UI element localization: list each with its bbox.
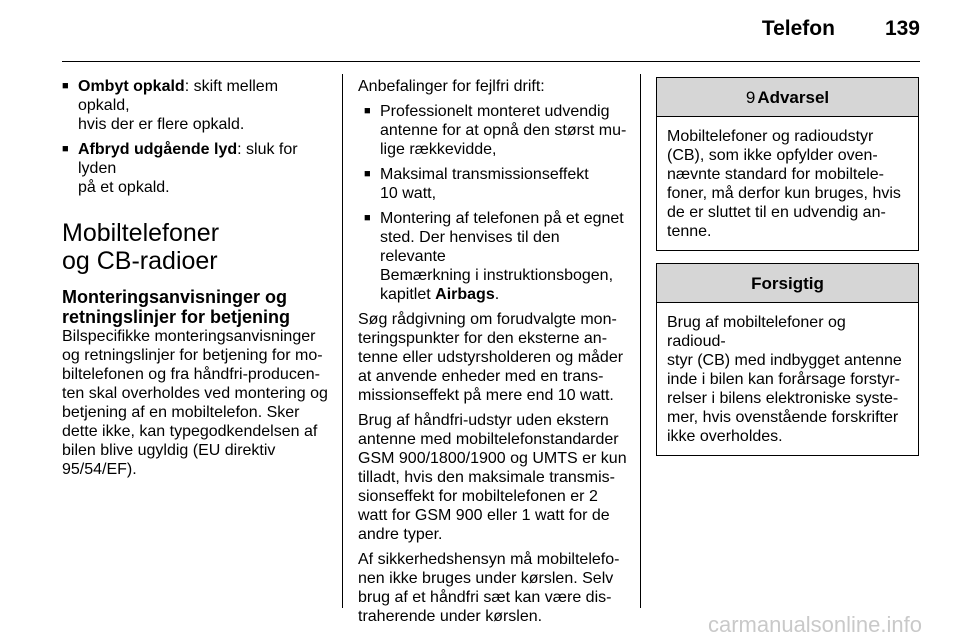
column-divider-2 [640,74,641,608]
paragraph-handsfree [358,411,628,544]
bullet-antenna [364,102,628,159]
text-line: 95/54/EF). [62,461,137,478]
paragraph-advice [358,310,628,405]
text-line: GSM 900/1800/1900 og UMTS er kun [358,450,627,467]
bullet-term: Ombyt opkald [78,78,185,95]
text-line: Bemærkning i instruktionsbogen, [380,267,614,284]
text-line: at anvende enheder med en trans- [358,368,604,385]
heading-line: og CB-radioer [62,247,218,275]
text-line: lige rækkevidde, [380,141,497,158]
text-line: traherende under kørslen. [358,608,543,625]
text-line: dette ikke, kan typegodkendelsen af [62,423,318,440]
text-line: Brug af mobiltelefoner og radioud- [667,314,846,350]
text-line: bilen blive ugyldig (EU direktiv [62,442,276,459]
airbags-reference: Airbags [435,286,495,303]
text-line: de er sluttet til en udvendig an- [667,204,886,221]
bullet-text: : sluk for lyden [78,141,298,177]
bullet-mounting [364,209,628,304]
caution-title: Forsigtig [657,264,918,303]
text-line: styr (CB) med indbygget antenne [667,352,902,369]
text-line: betjening af en mobiltelefon. Sker [62,404,300,421]
text-line: og retningslinjer for betjening for mo- [62,347,323,364]
warning-body [657,117,918,250]
warning-icon: 9 [745,88,756,107]
text-line: Mobiltelefoner og radioudstyr [667,128,874,145]
column-1 [62,77,330,485]
column-divider-1 [342,74,343,608]
text-line: antenne for at opnå den størst mu- [380,122,627,139]
text-line: nævnte standard for mobiltele- [667,166,884,183]
text-line: tenne. [667,223,712,240]
text-line: sted. Der henvises til den relevante [380,229,560,265]
text-line: mer, hvis ovenstående forskrifter [667,409,899,426]
installation-paragraph [62,327,330,479]
text-line: Montering af telefonen på et egnet [380,210,624,227]
paragraph-safety [358,550,628,626]
text-line: brug af et håndfri sæt kan være dis- [358,589,612,606]
warning-box [656,77,919,251]
bullet-text: : skift mellem opkald, [78,78,279,114]
recommendations-intro: Anbefalinger for fejlfri drift: [358,78,545,95]
text-line: tenne eller udstyrsholderen og måder [358,349,624,366]
text-line: missionseffekt på mere end 10 watt. [358,387,614,404]
bullet-text: hvis der er flere opkald. [78,116,245,133]
subheading-line: retningslinjer for betjening [62,307,291,327]
caution-body [657,303,918,455]
header-rule [62,61,920,62]
watermark: carmanualsonline.info [707,612,922,637]
bullet-mute-call [62,140,330,197]
text-line: Søg rådgivning om forudvalgte mon- [358,311,617,328]
page-number: 139 [884,17,920,40]
text-line: teringspunkter for den eksterne an- [358,330,608,347]
heading-line: Mobiltelefoner [62,219,220,247]
subheading [62,287,330,327]
text-line: 10 watt, [380,185,437,202]
text-line: Professionelt monteret udvendig [380,103,610,120]
column-2 [358,77,628,632]
bullet-swap-call [62,77,330,134]
text-line: ikke overholdes. [667,428,783,445]
text-line: tilladt, hvis den maksimale transmis- [358,469,615,486]
page-header [762,17,920,47]
column-3 [656,77,919,468]
text-line: Brug af håndfri-udstyr uden ekstern [358,412,609,429]
text-line: antenne med mobiltelefonstandarder [358,431,619,448]
section-heading [62,219,330,275]
text-line: ten skal overholdes ved montering og [62,385,328,402]
subheading-line: Monteringsanvisninger og [62,287,288,307]
text-line: andre typer. [358,526,443,543]
bullet-transmission-power [364,165,628,203]
text-line: Bilspecifikke monteringsanvisninger [62,328,316,345]
text-line: inde i bilen kan forårsage forstyr- [667,371,900,388]
text-line: watt for GSM 900 eller 1 watt for de [358,507,610,524]
text-line: biltelefonen og fra håndfri-producen- [62,366,320,383]
text-line: (CB), som ikke opfylder oven- [667,147,878,164]
text-line: . [494,286,500,303]
bullet-text: på et opkald. [78,179,170,196]
text-line: relser i bilens elektroniske syste- [667,390,899,407]
warning-label: Advarsel [757,88,830,107]
text-line: sionseffekt for mobiltelefonen er 2 [358,488,598,505]
text-line: Af sikkerhedshensyn må mobiltelefo- [358,551,620,568]
text-line: nen ikke bruges under kørslen. Selv [358,570,614,587]
text-line: foner, må derfor kun bruges, hvis [667,185,901,202]
bullet-term: Afbryd udgående lyd [78,141,238,158]
text-line: kapitlet [380,286,436,303]
warning-title [657,78,918,117]
caution-box [656,263,919,456]
section-title: Telefon [761,17,835,40]
text-line: Maksimal transmissionseffekt [380,166,589,183]
